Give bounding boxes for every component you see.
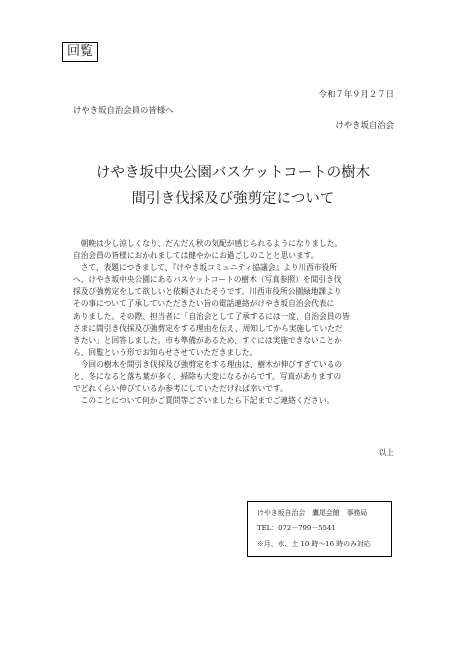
- body-line: ありました。その際、担当者に「自治会として了承するには一度、自治会員の皆: [73, 311, 350, 321]
- sender-line: けやき坂自治会: [335, 120, 394, 130]
- body-text: [73, 238, 403, 407]
- body-line: へ、けやき坂中央公園にあるバスケットコートの樹木（写真参照）を間引き伐: [73, 275, 342, 285]
- body-line: さまに間引き伐採及び強剪定をする理由を伝え、周知してから実施していただ: [73, 323, 343, 333]
- body-line: きたい」と回答しました。市も準備があるため、すぐには実施できないことか: [73, 335, 342, 345]
- body-line: その事について了承していただきたい旨の電話連絡がけやき坂自治会代表に: [73, 299, 335, 309]
- contact-phone: TEL：072－799－5541: [257, 524, 336, 533]
- contact-box: [247, 501, 392, 557]
- contact-office: けやき坂自治会 鷹尾会館 事務局: [257, 509, 368, 517]
- body-line: 朝晩は少し涼しくなり、だんだん秋の気配が感じられるようになりました。: [73, 239, 343, 248]
- body-line: ら、回覧という形でお知らせさせていただきました。: [73, 347, 258, 357]
- body-line: と、冬になると落ち葉が多く、掃除も大変になるからです。写真がありますの: [73, 372, 342, 382]
- body-line: 採及び強剪定をして欲しいと依頼されたそうです。川西市役所公園緑地課より: [73, 287, 342, 297]
- body-line: さて、表題につきまして、『けやき坂コミュニティ協議会』より川西市役所: [73, 263, 337, 273]
- body-line: 自治会員の皆様におかれましては健やかにお過ごしのことと思います。: [73, 251, 319, 261]
- body-line: でどれくらい伸びているか参考にしていただければ幸いです。: [73, 384, 288, 394]
- document-title-line-1: けやき坂中央公園バスケットコートの樹木: [95, 165, 371, 181]
- body-line: 今回の樹木を間引き伐採及び強剪定をする理由は、樹木が伸びすぎているの: [73, 359, 343, 369]
- contact-hours: ※月、水、土 10 時〜16 時のみ対応: [257, 539, 371, 548]
- recipient-line: けやき坂自治会員の皆様へ: [73, 105, 174, 115]
- closing-remark: 以上: [378, 448, 394, 457]
- document-title-line-2: 間引き伐採及び強剪定について: [131, 191, 335, 207]
- body-line: このことについて何かご質問等ございましたら下記までご連絡ください。: [73, 396, 335, 406]
- document-date: 令和７年９月２７日: [318, 89, 394, 99]
- circulation-stamp: 回覧: [62, 42, 98, 62]
